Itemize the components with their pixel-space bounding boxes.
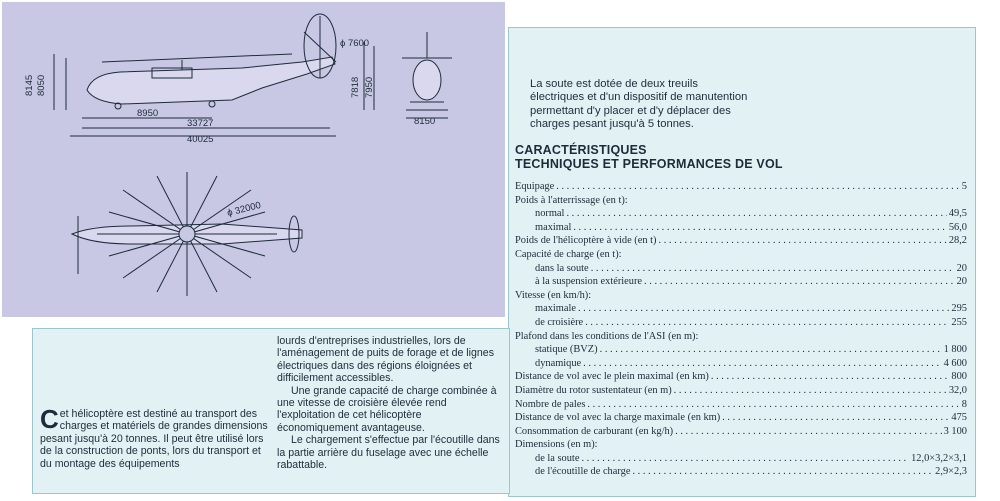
- dim-length-1: 33727: [187, 118, 214, 129]
- dot-leader: [581, 452, 909, 466]
- dot-leader: [585, 316, 949, 330]
- spec-label: Distance de vol avec la charge maximale (en km): [515, 412, 721, 424]
- spec-row: [515, 221, 967, 235]
- spec-label: Vitesse (en km/h):: [515, 289, 592, 301]
- dot-leader: [675, 425, 941, 439]
- description-column-left: [40, 404, 275, 470]
- helicopter-drawing: [2, 2, 505, 317]
- spec-value: 12,0×3,2×3,1: [911, 452, 967, 464]
- spec-row: [515, 275, 967, 289]
- spec-label: Diamètre du rotor sustentateur (en m): [515, 384, 672, 396]
- spec-value: 3 100: [943, 425, 967, 437]
- spec-row: [515, 194, 967, 208]
- spec-row: [515, 289, 967, 303]
- dot-leader: [600, 343, 942, 357]
- spec-row: [515, 343, 967, 357]
- dot-leader: [583, 357, 941, 371]
- dot-leader: [722, 411, 949, 425]
- dim-track: 8150: [414, 116, 436, 127]
- dot-leader: [632, 465, 933, 479]
- dot-leader: [674, 384, 947, 398]
- description-paragraph-2: lourds d'entreprises industrielles, lors de l'aménagement de puits de forage et de lignes électriques dans des régions éloignées et difficilement accessibles.: [277, 335, 494, 385]
- spec-label: maximal: [535, 221, 572, 233]
- spec-row: [515, 425, 967, 439]
- spec-label: Poids de l'hélicoptère à vide (en t): [515, 235, 657, 247]
- spec-value: 28,2: [948, 235, 967, 247]
- spec-row: [515, 207, 967, 221]
- spec-row: [515, 330, 967, 344]
- spec-label: Equipage: [515, 181, 555, 192]
- dim-length-2: 40025: [187, 134, 214, 145]
- spec-value: 1 800: [943, 344, 967, 356]
- description-column-right: [277, 335, 505, 471]
- spec-row: [515, 452, 967, 466]
- spec-label: de l'écoutille de charge: [535, 466, 631, 478]
- specifications-list: [515, 180, 967, 479]
- specifications-heading: [515, 143, 783, 171]
- dim-tail-height-2: 7950: [364, 76, 375, 98]
- description-paragraph-3: Une grande capacité de charge combinée à une vitesse de croisière élevée rend l'exploitation de cet hélicoptère économiquement avantageuse.: [277, 384, 497, 434]
- dim-height-1: 8145: [24, 74, 35, 96]
- spec-value: 475: [951, 412, 967, 424]
- description-paragraph-1: et hélicoptère est destiné au transport des charges et matériels de grandes dimensions pesant jusqu'à 20 tonnes. Il peut être utilisé lors de la construction de ponts, lors du transport et du montage des équipements: [40, 408, 268, 470]
- spec-row: [515, 234, 967, 248]
- spec-row: [515, 357, 967, 371]
- spec-row: [515, 180, 967, 194]
- spec-label: dans la soute: [535, 262, 589, 274]
- description-paragraph-4: Le chargement s'effectue par l'écoutille dans la partie arrière du fuselage avec une échelle rabattable.: [277, 434, 500, 472]
- dim-height-2: 8050: [36, 74, 47, 96]
- dim-main-rotor: ϕ 32000: [226, 199, 263, 219]
- spec-label: de la soute: [535, 452, 580, 464]
- spec-label: maximale: [535, 303, 576, 315]
- spec-label: à la suspension extérieure: [535, 276, 643, 288]
- spec-label: Plafond dans les conditions de l'ASI (en m):: [515, 330, 699, 342]
- spec-value: 32,0: [948, 384, 967, 396]
- spec-value: 20: [956, 276, 967, 288]
- spec-row: [515, 248, 967, 262]
- technical-drawing-panel: [2, 2, 505, 317]
- cargo-hold-intro: La soute est dotée de deux treuils électriques et d'un dispositif de manutention permettant d'y placer et d'y déplacer des charges pesant jusqu'à 5 tonnes.: [530, 78, 748, 131]
- heading-line-1: CARACTÉRISTIQUES: [515, 143, 647, 157]
- spec-value: 4 600: [943, 357, 967, 369]
- spec-row: [515, 411, 967, 425]
- spec-row: [515, 302, 967, 316]
- spec-value: 2,9×2,3: [935, 466, 967, 478]
- spec-label: Consommation de carburant (en kg/h): [515, 425, 674, 437]
- spec-value: 800: [951, 371, 967, 383]
- spec-value: 255: [951, 316, 967, 328]
- dot-leader: [659, 234, 947, 248]
- spec-row: [515, 384, 967, 398]
- spec-value: 5: [961, 181, 967, 192]
- spec-row: [515, 398, 967, 412]
- dot-leader: [556, 180, 960, 194]
- spec-label: dynamique: [535, 357, 582, 369]
- spec-row: [515, 438, 967, 452]
- spec-row: [515, 262, 967, 276]
- spec-label: Poids à l'atterrissage (en t):: [515, 194, 628, 206]
- spec-row: [515, 465, 967, 479]
- heading-line-2: TECHNIQUES ET PERFORMANCES DE VOL: [515, 157, 783, 171]
- spec-label: Nombre de pales: [515, 398, 586, 410]
- dim-tail-height-1: 7818: [350, 76, 361, 98]
- spec-label: Dimensions (en m):: [515, 439, 598, 451]
- spec-value: 8: [961, 398, 967, 410]
- drop-cap: C: [40, 404, 59, 434]
- dot-leader: [587, 398, 959, 412]
- dot-leader: [578, 302, 949, 316]
- spec-label: normal: [535, 208, 565, 220]
- spec-value: 56,0: [948, 221, 967, 233]
- dot-leader: [644, 275, 955, 289]
- spec-row: [515, 316, 967, 330]
- spec-value: 49,5: [948, 208, 967, 220]
- dot-leader: [591, 262, 955, 276]
- spec-label: de croisière: [535, 316, 584, 328]
- dot-leader: [573, 221, 946, 235]
- spec-value: 20: [956, 262, 967, 274]
- dim-tail-rotor: ϕ 7600: [340, 38, 370, 49]
- dim-wheelbase: 8950: [137, 108, 159, 119]
- dot-leader: [711, 370, 950, 384]
- spec-label: Capacité de charge (en t):: [515, 248, 622, 260]
- spec-label: Distance de vol avec le plein maximal (en km): [515, 371, 709, 383]
- spec-value: 295: [951, 303, 967, 315]
- spec-label: statique (BVZ): [535, 344, 598, 356]
- dot-leader: [566, 207, 946, 221]
- spec-row: [515, 370, 967, 384]
